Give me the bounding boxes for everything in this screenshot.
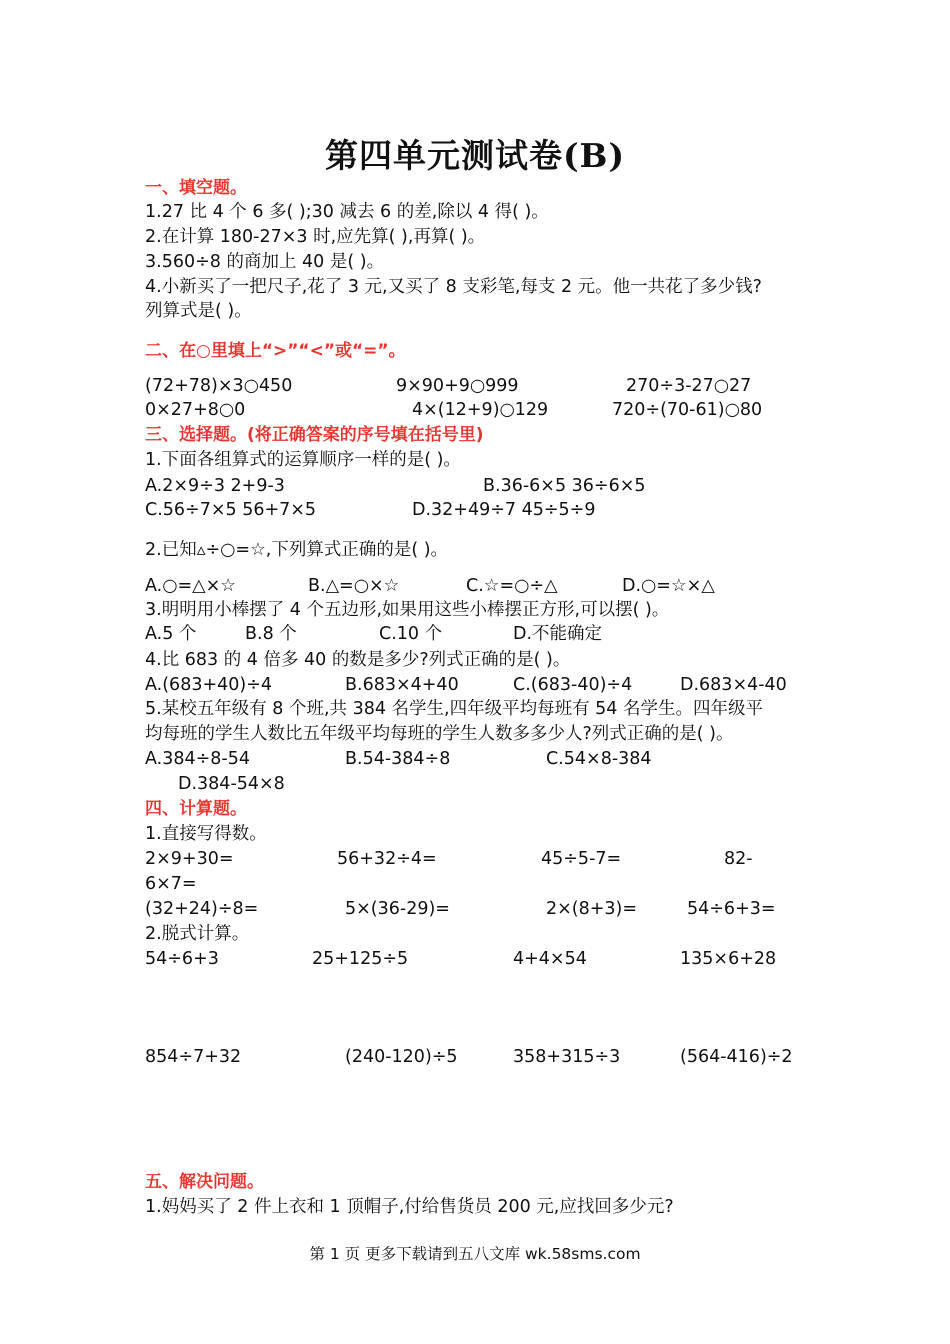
- calc-item: (32+24)÷8=: [145, 899, 259, 919]
- calc-item: 2×9+30=: [145, 849, 234, 869]
- choice-option: D.32+49÷7 45÷5÷9: [412, 500, 596, 520]
- calc-item-wrap: 6×7=: [145, 874, 197, 894]
- section-heading-compare: 二、在○里填上“>”“<”或“=”。: [145, 341, 406, 361]
- choice-option: A.2×9÷3 2+9-3: [145, 476, 285, 496]
- page-title: 第四单元测试卷(B): [324, 136, 626, 175]
- choice-option: A.(683+40)÷4: [145, 675, 273, 695]
- fill-question-4-line1: 4.小新买了一把尺子,花了 3 元,又买了 8 支彩笔,每支 2 元。他一共花了多少钱?: [145, 277, 762, 297]
- calc-question-2: 2.脱式计算。: [145, 924, 250, 944]
- calc-item: 5×(36-29)=: [345, 899, 450, 919]
- compare-item: (72+78)×3○450: [145, 376, 293, 396]
- compare-item: 720÷(70-61)○80: [612, 400, 763, 420]
- section-heading-solve: 五、解决问题。: [145, 1172, 264, 1192]
- calc-item: 135×6+28: [680, 949, 777, 969]
- calc-item: 56+32÷4=: [337, 849, 437, 869]
- calc-item: (240-120)÷5: [345, 1047, 458, 1067]
- calc-item: 358+315÷3: [513, 1047, 621, 1067]
- calc-item: 54÷6+3: [145, 949, 219, 969]
- compare-item: 270÷3-27○27: [626, 376, 752, 396]
- choice-question-1: 1.下面各组算式的运算顺序一样的是( )。: [145, 450, 461, 470]
- choice-question-5-line1: 5.某校五年级有 8 个班,共 384 名学生,四年级平均每班有 54 名学生。四年级平: [145, 699, 764, 719]
- calc-item: 25+125÷5: [312, 949, 409, 969]
- compare-item: 0×27+8○0: [145, 400, 246, 420]
- choice-option: C.10 个: [379, 624, 443, 644]
- calc-item: 854÷7+32: [145, 1047, 242, 1067]
- choice-option: A.○=△×☆: [145, 576, 236, 596]
- choice-option: B.36-6×5 36÷6×5: [483, 476, 646, 496]
- calc-item: 4+4×54: [513, 949, 587, 969]
- choice-option: B.54-384÷8: [345, 749, 451, 769]
- fill-question-3: 3.560÷8 的商加上 40 是( )。: [145, 252, 385, 272]
- compare-item: 9×90+9○999: [396, 376, 519, 396]
- calc-item: 82-: [724, 849, 753, 869]
- section-heading-fill-blanks: 一、填空题。: [145, 178, 247, 198]
- choice-option: B.△=○×☆: [308, 576, 400, 596]
- calc-item: 2×(8+3)=: [546, 899, 638, 919]
- choice-question-2: 2.已知▵÷○=☆,下列算式正确的是( )。: [145, 540, 449, 560]
- calc-item: (564-416)÷2: [680, 1047, 793, 1067]
- calc-question-1: 1.直接写得数。: [145, 824, 267, 844]
- fill-question-4-line2: 列算式是( )。: [145, 301, 252, 321]
- choice-option: C.☆=○÷△: [466, 576, 558, 596]
- choice-option: C.54×8-384: [546, 749, 652, 769]
- choice-option: A.384÷8-54: [145, 749, 251, 769]
- choice-option: D.683×4-40: [680, 675, 787, 695]
- choice-option: B.8 个: [245, 624, 297, 644]
- choice-option: C.56÷7×5 56+7×5: [145, 500, 317, 520]
- fill-question-1: 1.27 比 4 个 6 多( );30 减去 6 的差,除以 4 得( )。: [145, 202, 549, 222]
- page-footer: 第 1 页 更多下载请到五八文库 wk.58sms.com: [309, 1245, 641, 1263]
- choice-question-3: 3.明明用小棒摆了 4 个五边形,如果用这些小棒摆正方形,可以摆( )。: [145, 600, 670, 620]
- compare-item: 4×(12+9)○129: [412, 400, 549, 420]
- choice-question-4: 4.比 683 的 4 倍多 40 的数是多少?列式正确的是( )。: [145, 650, 571, 670]
- calc-item: 54÷6+3=: [687, 899, 776, 919]
- section-heading-calculation: 四、计算题。: [145, 799, 247, 819]
- choice-option: D.384-54×8: [178, 774, 285, 794]
- section-heading-choice: 三、选择题。(将正确答案的序号填在括号里): [145, 425, 484, 445]
- choice-option: A.5 个: [145, 624, 197, 644]
- choice-option: D.不能确定: [513, 624, 603, 644]
- calc-item: 45÷5-7=: [541, 849, 622, 869]
- choice-question-5-line2: 均每班的学生人数比五年级平均每班的学生人数多多少人?列式正确的是( )。: [145, 724, 734, 744]
- choice-option: C.(683-40)÷4: [513, 675, 633, 695]
- choice-option: D.○=☆×△: [622, 576, 715, 596]
- choice-option: B.683×4+40: [345, 675, 459, 695]
- solve-question-1: 1.妈妈买了 2 件上衣和 1 顶帽子,付给售货员 200 元,应找回多少元?: [145, 1197, 674, 1217]
- fill-question-2: 2.在计算 180-27×3 时,应先算( ),再算( )。: [145, 227, 486, 247]
